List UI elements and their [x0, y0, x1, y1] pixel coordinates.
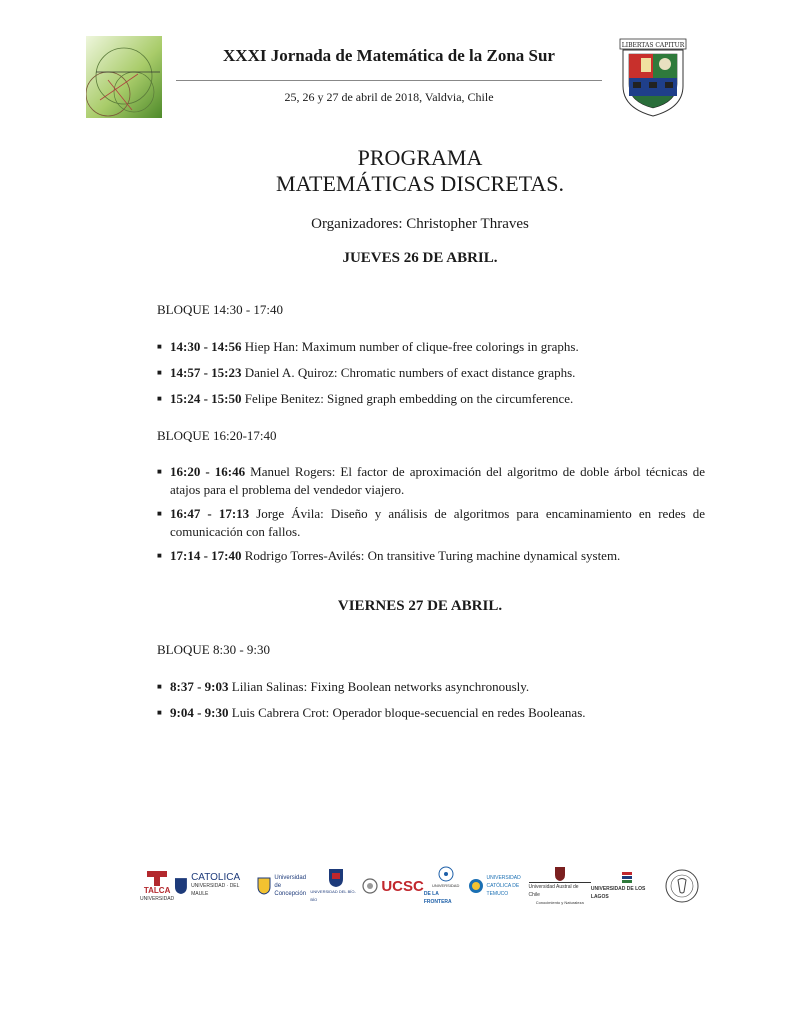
- talk-item: [157, 390, 705, 408]
- talk-time: 8:37 - 9:03: [170, 679, 229, 694]
- talk-text: Hiep Han: Maximum number of clique-free colorings in graphs.: [244, 339, 579, 354]
- bullet-icon: ■: [157, 708, 162, 717]
- block-label: BLOQUE 8:30 - 9:30: [157, 642, 271, 657]
- day-heading-viernes: VIERNES 27 DE ABRIL.: [337, 598, 503, 614]
- udec-logo-icon: Universidad de Concepción: [257, 874, 310, 898]
- ubb-logo-icon: UNIVERSIDAD DEL BÍO-BÍO: [310, 868, 362, 904]
- block-label: BLOQUE 16:20-17:40: [157, 428, 277, 443]
- ufro-logo-icon: UNIVERSIDAD DE LA FRONTERA: [424, 866, 468, 906]
- talk-time: 9:04 - 9:30: [170, 705, 229, 720]
- program-title-line-1: PROGRAMA: [357, 145, 483, 170]
- talk-time: 14:30 - 14:56: [170, 339, 242, 354]
- conference-logo-icon: [86, 36, 162, 118]
- talk-text: Felipe Benitez: Signed graph embedding on the circumference.: [244, 391, 574, 406]
- talk-item: [157, 678, 705, 696]
- bullet-icon: ■: [157, 368, 162, 377]
- talk-text: Jorge Ávila: Diseño y análisis de algoritmos para encaminamiento en redes de comunicación con fallos.: [170, 506, 705, 539]
- talk-item: [157, 505, 705, 541]
- bullet-icon: ■: [157, 342, 162, 351]
- conference-title: XXXI Jornada de Matemática de la Zona Sur: [223, 46, 555, 65]
- university-crest-icon: [619, 38, 687, 118]
- talk-time: 14:57 - 15:23: [170, 365, 242, 380]
- talk-text: Lilian Salinas: Fixing Boolean networks asynchronously.: [231, 679, 530, 694]
- sponsor-logos-row: [140, 862, 700, 910]
- bullet-icon: ■: [157, 467, 162, 476]
- talk-item: [157, 547, 705, 565]
- utalca-logo-icon: TALCA UNIVERSIDAD: [140, 869, 174, 903]
- talk-item: [157, 364, 705, 382]
- header-divider: [176, 80, 602, 81]
- talk-item: [157, 704, 705, 722]
- bullet-icon: ■: [157, 509, 162, 518]
- program-title: [150, 145, 690, 197]
- ucm-logo-icon: CATOLICA UNIVERSIDAD · DEL MAULE: [174, 874, 257, 898]
- talk-item: [157, 338, 705, 356]
- talk-text: Rodrigo Torres-Avilés: On transitive Turing machine dynamical system.: [244, 548, 621, 563]
- program-title-line-2: MATEMÁTICAS DISCRETAS.: [276, 171, 564, 196]
- day-heading-jueves: JUEVES 26 DE ABRIL.: [342, 250, 498, 266]
- organizers-line: Organizadores: Christopher Thraves: [311, 216, 529, 232]
- bullet-icon: ■: [157, 551, 162, 560]
- talk-text: Daniel A. Quiroz: Chromatic numbers of exact distance graphs.: [244, 365, 576, 380]
- talk-text: Luis Cabrera Crot: Operador bloque-secuencial en redes Booleanas.: [231, 705, 586, 720]
- bullet-icon: ■: [157, 682, 162, 691]
- seal-logo-icon: [664, 868, 700, 904]
- talk-time: 15:24 - 15:50: [170, 391, 242, 406]
- block-label: BLOQUE 14:30 - 17:40: [157, 302, 284, 317]
- ulagos-logo-icon: UNIVERSIDAD DE LOS LAGOS: [591, 871, 664, 901]
- talk-text: Manuel Rogers: El factor de aproximación del algoritmo de doble árbol técnicas de atajos para el problema del vendedor viajero.: [170, 464, 706, 497]
- talk-time: 16:47 - 17:13: [170, 506, 250, 521]
- bullet-icon: ■: [157, 394, 162, 403]
- conference-dates: 25, 26 y 27 de abril de 2018, Valdvia, Chile: [284, 90, 494, 104]
- ucsc-logo-icon: UCSC: [362, 878, 424, 895]
- uach-logo-icon: Universidad Austral de Chile Conocimiento y Naturaleza: [529, 866, 591, 907]
- talk-time: 17:14 - 17:40: [170, 548, 242, 563]
- uct-logo-icon: UNIVERSIDAD CATÓLICA DE TEMUCO: [468, 874, 529, 898]
- crest-banner-text: LIBERTAS CAPITUR: [621, 42, 685, 49]
- talk-item: [157, 463, 705, 499]
- talk-time: 16:20 - 16:46: [170, 464, 246, 479]
